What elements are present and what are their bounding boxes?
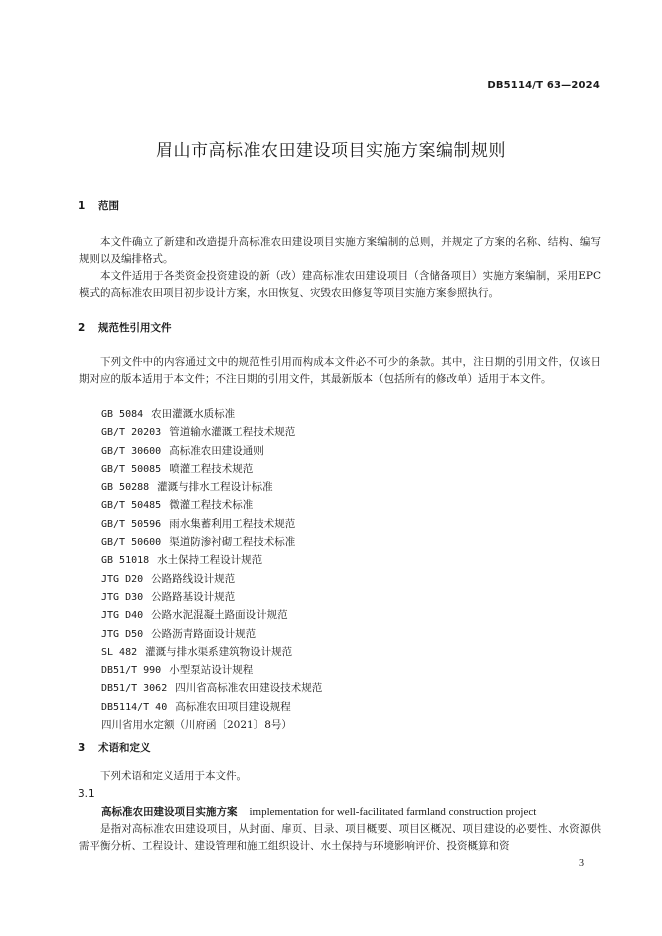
reference-code: JTG D30: [101, 591, 144, 603]
reference-title: 水土保持工程设计规范: [157, 554, 263, 567]
reference-item: [101, 679, 322, 697]
reference-item: [101, 496, 322, 514]
reference-item: [101, 588, 322, 606]
reference-title: 灌溉与排水渠系建筑物设计规范: [145, 645, 293, 658]
reference-title: 微灌工程技术标准: [169, 499, 254, 512]
references-intro: 下列文件中的内容通过文中的规范性引用而构成本文件必不可少的条款。其中，注日期的引用文件，仅该日期对应的版本适用于本文件；不注日期的引用文件，其最新版本（包括所有的修改单）适用于本文件。: [79, 356, 601, 385]
reference-title: 小型泵站设计规程: [169, 664, 254, 677]
reference-code: GB 51018: [101, 555, 150, 567]
terms-intro: 下列术语和定义适用于本文件。: [100, 770, 247, 782]
reference-item: [101, 643, 322, 661]
reference-code: GB/T 30600: [101, 445, 162, 457]
reference-title: 雨水集蓄利用工程技术规范: [169, 517, 296, 530]
term-name-cn: 高标准农田建设项目实施方案: [101, 806, 238, 818]
reference-item: [101, 661, 322, 679]
document-code: DB5114/T 63—2024: [487, 80, 600, 91]
reference-code: DB51/T 990: [101, 665, 162, 677]
reference-code: JTG D50: [101, 628, 144, 640]
reference-code: GB/T 50485: [101, 500, 162, 512]
reference-code: DB51/T 3062: [101, 683, 168, 695]
reference-title: 公路水泥混凝土路面设计规范: [151, 609, 288, 622]
reference-item: [101, 570, 322, 588]
section-title: 范围: [98, 200, 119, 212]
section-number: 1: [78, 200, 86, 212]
section-title: 规范性引用文件: [98, 322, 172, 334]
reference-code: JTG D40: [101, 610, 144, 622]
reference-title: 公路沥青路面设计规范: [151, 627, 257, 640]
reference-item: [101, 515, 322, 533]
reference-item: [101, 423, 322, 441]
page-number: 3: [579, 858, 584, 869]
reference-code: SL 482: [101, 646, 138, 658]
reference-code: GB/T 20203: [101, 427, 162, 439]
reference-item: [101, 625, 322, 643]
reference-item: [101, 460, 322, 478]
term-name-en: implementation for well-facilitated farmland construction project: [249, 806, 537, 818]
reference-title: 喷灌工程技术规范: [169, 462, 254, 475]
reference-code: GB/T 50085: [101, 463, 162, 475]
reference-title: 四川省用水定额（川府函〔2021〕8号）: [101, 719, 292, 732]
reference-item: [101, 606, 322, 624]
reference-list: [101, 405, 322, 734]
reference-title: 管道输水灌溉工程技术规范: [169, 426, 296, 439]
reference-title: 灌溉与排水工程设计标准: [157, 481, 273, 494]
reference-title: 农田灌溉水质标准: [151, 408, 236, 420]
section-title: 术语和定义: [98, 742, 151, 754]
reference-title: 高标准农田建设通则: [169, 444, 264, 457]
term-definition: 是指对高标准农田建设项目，从封面、扉页、目录、项目概要、项目区概况、项目建设的必要性、水资源供需平衡分析、工程设计、建设管理和施工组织设计、水土保持与环境影响评价、投资概算和资: [79, 823, 601, 852]
reference-item: [101, 551, 322, 569]
term-number: 3.1: [78, 788, 95, 800]
reference-title: 渠道防渗衬砌工程技术标准: [169, 536, 296, 549]
reference-title: 公路路线设计规范: [151, 572, 236, 585]
reference-item: [101, 698, 322, 716]
document-title: 眉山市高标准农田建设项目实施方案编制规则: [156, 141, 506, 161]
reference-code: GB/T 50596: [101, 518, 162, 530]
reference-code: JTG D20: [101, 573, 144, 585]
reference-item: [101, 716, 322, 734]
reference-code: GB/T 50600: [101, 537, 162, 549]
reference-code: GB 50288: [101, 482, 150, 494]
section-2-heading: [78, 320, 172, 335]
scope-paragraph-2: 本文件适用于各类资金投资建设的新（改）建高标准农田建设项目（含储备项目）实施方案编制，采用EPC模式的高标准农田项目初步设计方案，水田恢复、灾毁农田修复等项目实施方案参照执行。: [79, 270, 601, 299]
reference-code: GB 5084: [101, 409, 144, 420]
section-number: 2: [78, 322, 86, 334]
reference-title: 高标准农田项目建设规程: [175, 700, 291, 713]
reference-title: 公路路基设计规范: [151, 590, 236, 603]
scope-paragraph-1: 本文件确立了新建和改造提升高标准农田建设项目实施方案编制的总则，并规定了方案的名称、结构、编写规则以及编排格式。: [79, 236, 601, 265]
section-3-heading: [78, 740, 151, 755]
reference-item: [101, 533, 322, 551]
reference-code: DB5114/T 40: [101, 701, 168, 713]
reference-item: [101, 478, 322, 496]
reference-item: [101, 405, 322, 423]
reference-item: [101, 442, 322, 460]
section-number: 3: [78, 742, 86, 754]
reference-title: 四川省高标准农田建设技术规范: [175, 682, 323, 695]
term-entry: [101, 804, 536, 819]
section-1-heading: [78, 198, 119, 213]
